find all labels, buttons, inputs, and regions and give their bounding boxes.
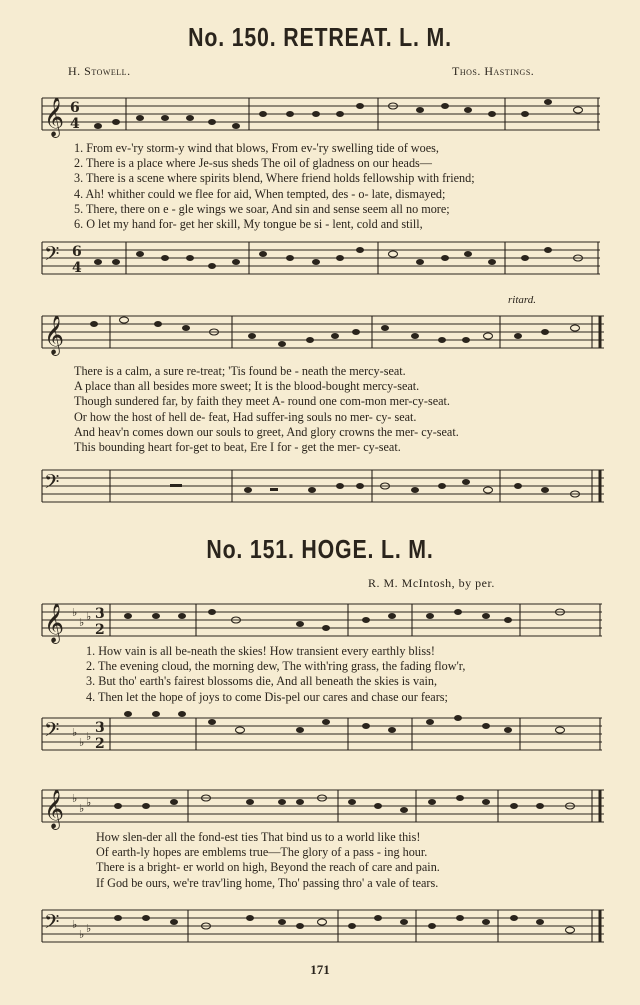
- flat-icon: ♭: [79, 736, 85, 749]
- lyric-line: Of earth-ly hopes are emblems true—The glory of a pass - ing hour.: [96, 845, 428, 860]
- lyric-line: Or how the host of hell de- feat, Had suffer-ing souls no mer- cy- seat.: [74, 409, 417, 424]
- lyric-line: How slen-der all the fond-est ties That bind us to a world like this!: [96, 830, 421, 844]
- time-signature-bottom: 2: [95, 622, 105, 638]
- treble-clef-icon: 𝄞: [44, 789, 65, 829]
- hymn-150-author: H. Stowell.: [68, 64, 131, 78]
- lyric-line: 2. There is a place where Je-sus sheds The oil of gladness on our heads—: [74, 156, 432, 171]
- bass-clef-icon: 𝄢: [44, 910, 60, 938]
- bass-clef-icon: 𝄢: [44, 718, 60, 746]
- notes: [124, 711, 565, 733]
- hymn-150-composer: Thos. Hastings.: [452, 64, 535, 78]
- rest-mark: [170, 484, 182, 487]
- lyric-line: 4. Then let the hope of joys to come Dis-pel our cares and chase our fears;: [86, 689, 448, 704]
- lyric-line: 6. O let my hand for- get her skill, My tongue be si - lent, cold and still,: [74, 216, 423, 231]
- lyric-line: Though sundered far, by faith they meet A- round one com-mon mer-cy-seat.: [74, 394, 450, 409]
- lyric-line: A place than all besides more sweet; It is the blood-bought mercy-seat.: [74, 379, 420, 394]
- rest-mark: [270, 488, 278, 491]
- time-signature-bottom: 2: [95, 736, 105, 752]
- treble-clef-icon: 𝄞: [44, 315, 65, 355]
- lyric-line: This bounding heart for-get to beat, Ere I for - get the mer- cy-seat.: [74, 439, 401, 454]
- lyric-line: 3. There is a scene where spirits blend, Where friend holds fellowship with friend;: [74, 171, 475, 186]
- hymn-151-verse-lines-2: [96, 830, 440, 891]
- flat-icon: ♭: [86, 730, 92, 743]
- lyric-line: There is a bright- er world on high, Beyond the reach of care and pain.: [96, 860, 440, 875]
- page-number: 171: [310, 962, 330, 977]
- hymn-150-system-2-bass-staff: [0, 462, 640, 512]
- lyric-line: 4. Ah! whither could we flee for aid, When tempted, des - o- late, dismayed;: [74, 186, 446, 201]
- lyric-line: 3. But tho' earth's fairest blossoms die, And all beneath the skies is vain,: [86, 674, 438, 689]
- lyric-line: 2. The evening cloud, the morning dew, The with'ring grass, the fading flow'r,: [86, 659, 466, 674]
- time-signature-bottom: 4: [72, 260, 82, 276]
- flat-icon: ♭: [79, 928, 85, 941]
- lyric-line: 1. From ev-'ry storm-y wind that blows, From ev-'ry swelling tide of woes,: [74, 141, 439, 155]
- hymn-150-verse-lines-2: [74, 364, 459, 455]
- time-signature-bottom: 4: [70, 116, 80, 132]
- hymn-150-system-2-treble-staff: [0, 308, 640, 358]
- flat-icon: ♭: [72, 918, 78, 931]
- flat-icon: ♭: [72, 606, 78, 619]
- lyric-line: And heav'n comes down our souls to greet, And glory crowns the mer- cy-seat.: [74, 424, 459, 439]
- lyric-line: 5. There, there on e - gle wings we soar, And sin and sense seem all no more;: [74, 201, 450, 216]
- time-signature-top: 3: [95, 606, 105, 622]
- hymn-151-composer: R. M. McIntosh, by per.: [368, 576, 495, 590]
- flat-icon: ♭: [79, 802, 85, 815]
- time-signature-top: 6: [70, 100, 80, 116]
- hymn-151-system-2-bass-staff: [0, 902, 640, 952]
- ritard-marking: ritard.: [508, 294, 537, 306]
- hymn-150-verse-lines-1: [74, 141, 475, 232]
- time-signature-top: 6: [72, 244, 82, 260]
- flat-icon: ♭: [72, 726, 78, 739]
- flat-icon: ♭: [86, 610, 92, 623]
- flat-icon: ♭: [79, 616, 85, 629]
- flat-icon: ♭: [72, 792, 78, 805]
- hymn-151-title: No. 151. HOGE. L. M.: [206, 534, 434, 564]
- bass-clef-icon: 𝄢: [44, 242, 60, 270]
- hymn-151-system-2-treble-staff: [0, 782, 640, 832]
- hymn-151-system-1-bass-staff: [0, 710, 640, 760]
- hymn-150-title: No. 150. RETREAT. L. M.: [188, 22, 452, 52]
- lyric-line: There is a calm, a sure re-treat; 'Tis found be - neath the mercy-seat.: [74, 364, 406, 378]
- time-signature-top: 3: [95, 720, 105, 736]
- treble-clef-icon: 𝄞: [44, 97, 65, 137]
- treble-clef-icon: 𝄞: [44, 603, 65, 643]
- hymn-151-system-1-treble-staff: [0, 596, 640, 646]
- lyric-line: If God be ours, we're trav'ling home, Tho' passing thro' a vale of tears.: [96, 875, 439, 890]
- hymn-150-system-1-treble-staff: [0, 90, 640, 140]
- flat-icon: ♭: [86, 922, 92, 935]
- hymn-150-system-1-bass-staff: [0, 234, 640, 284]
- bass-clef-icon: 𝄢: [44, 470, 60, 498]
- hymn-151-verse-lines-1: [86, 644, 465, 705]
- flat-icon: ♭: [86, 796, 92, 809]
- lyric-line: 1. How vain is all be-neath the skies! How transient every earthly bliss!: [86, 644, 435, 658]
